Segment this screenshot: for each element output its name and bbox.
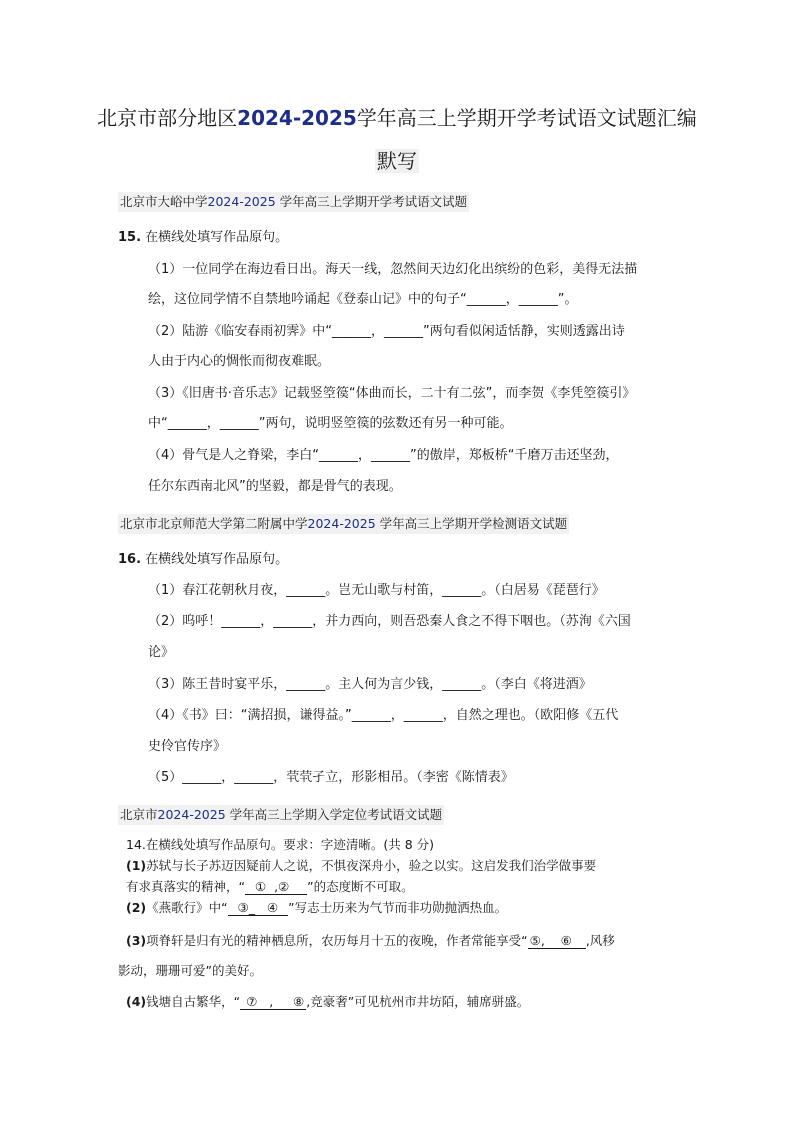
page-subtitle bbox=[0, 145, 794, 177]
part-label: (1) bbox=[126, 858, 147, 873]
question-line: （4）骨气是人之脊梁，李白“______，______”的傲岸，郑板桥“千磨万击还坚劲， bbox=[148, 448, 619, 463]
question-14-part-3-cont: 影动，珊珊可爱”的美好。 bbox=[118, 963, 262, 978]
question-line: （4）《书》曰：“满招损，谦得益。”______，______，自然之理也。（欧阳修《五代 bbox=[148, 708, 619, 723]
title-years: 2024-2025 bbox=[237, 106, 357, 130]
part-label: (4) bbox=[126, 994, 147, 1009]
title-suffix: 学年高三上学期开学考试语文试题汇编 bbox=[356, 106, 697, 130]
part-label: (3) bbox=[126, 933, 147, 948]
question-line: 论》 bbox=[148, 645, 175, 660]
answer-blank[interactable]: ⑤, ⑥ bbox=[529, 933, 584, 948]
answer-blank[interactable]: ① ,② bbox=[246, 879, 306, 894]
source-exam: 学年高三上学期开学检测语文试题 bbox=[379, 516, 568, 531]
answer-blank[interactable]: ⑦ , ⑧ bbox=[242, 994, 305, 1009]
part-label: (2) bbox=[126, 900, 147, 915]
question-line: （1）春江花朝秋月夜，______。岂无山歌与村笛，______。（白居易《琵琶行》 bbox=[148, 583, 605, 598]
question-prompt: 在横线处填写作品原句。 bbox=[145, 230, 289, 245]
question-14-part-2 bbox=[126, 898, 507, 918]
question-14-heading: 14.在横线处填写作品原句。要求：字迹清晰。(共 8 分) bbox=[126, 837, 435, 852]
page-title bbox=[0, 100, 794, 136]
question-14-part-1 bbox=[126, 856, 596, 876]
answer-blank[interactable]: ③_ ④ bbox=[229, 900, 287, 915]
part-text: ,风移 bbox=[585, 933, 615, 948]
title-prefix: 北京市部分地区 bbox=[97, 106, 238, 130]
question-line: 绘，这位同学情不自禁地吟诵起《登泰山记》中的句子“______，______”。 bbox=[148, 292, 578, 307]
question-line: （2）呜呼！______，______，并力西向，则吾恐秦人食之不得下咽也。（苏洵《六国 bbox=[148, 614, 631, 629]
question-line: （3）陈王昔时宴平乐，______。主人何为言少钱，______。（李白《将进酒》 bbox=[148, 677, 592, 692]
question-14-part-3 bbox=[126, 931, 615, 951]
subtitle-text: 默写 bbox=[377, 149, 417, 173]
question-14-part-1-cont bbox=[126, 877, 414, 897]
question-number: 15. bbox=[118, 230, 142, 245]
part-text: ”的态度断不可取。 bbox=[307, 879, 414, 894]
question-16-heading bbox=[118, 550, 288, 570]
source-heading-2 bbox=[118, 514, 569, 534]
source-heading-3 bbox=[118, 805, 444, 825]
source-school: 北京市大峪中学 bbox=[120, 194, 208, 209]
question-number: 16. bbox=[118, 552, 142, 567]
question-line: 中“______，______”两句，说明竖箜篌的弦数还有另一种可能。 bbox=[148, 416, 513, 431]
question-line: （3）《旧唐书·音乐志》记载竖箜篌“体曲而长，二十有二弦”，而李贺《李凭箜篌引》 bbox=[148, 386, 636, 401]
source-heading-1 bbox=[118, 192, 469, 212]
part-text: 《燕歌行》中“ bbox=[146, 900, 228, 915]
question-line: 人由于内心的惆怅而彻夜难眠。 bbox=[148, 354, 331, 369]
source-school: 北京市北京师范大学第二附属中学 bbox=[120, 516, 308, 531]
question-line: （1）一位同学在海边看日出。海天一线，忽然间天边幻化出缤纷的色彩，美得无法描 bbox=[148, 262, 638, 277]
source-years: 2024-2025 bbox=[307, 516, 376, 531]
question-15-heading bbox=[118, 228, 288, 248]
question-line: 任尔东西南北风”的坚毅，都是骨气的表现。 bbox=[148, 479, 402, 494]
source-exam: 学年高三上学期开学考试语文试题 bbox=[279, 194, 468, 209]
part-text: 苏轼与长子苏迈因疑前人之说，不惧夜深舟小，验之以实。这启发我们治学做事要 bbox=[146, 858, 597, 873]
part-text: ,竞豪奢”可见杭州市井坊陌，辅席骈盛。 bbox=[306, 994, 530, 1009]
question-line: 史伶官传序》 bbox=[148, 739, 227, 754]
question-prompt: 在横线处填写作品原句。 bbox=[145, 552, 289, 567]
question-14-part-4 bbox=[126, 992, 529, 1012]
part-text: 钱塘自古繁华，“ bbox=[146, 994, 241, 1009]
source-exam: 学年高三上学期入学定位考试语文试题 bbox=[229, 807, 443, 822]
question-line: （5）______，______，茕茕孑立，形影相吊。（李密《陈情表》 bbox=[148, 770, 514, 785]
part-text: 有求真落实的精神，“ bbox=[126, 879, 245, 894]
source-years: 2024-2025 bbox=[157, 807, 226, 822]
part-text: 项脊轩是归有光的精神栖息所，农历每月十五的夜晚，作者常能享受“ bbox=[146, 933, 528, 948]
source-years: 2024-2025 bbox=[207, 194, 276, 209]
source-school: 北京市 bbox=[120, 807, 158, 822]
question-line: （2）陆游《临安春雨初霁》中“______，______”两句看似闲适恬静，实则透露出诗 bbox=[148, 324, 625, 339]
part-text: ”写志士历来为气节而非功勋抛洒热血。 bbox=[288, 900, 508, 915]
